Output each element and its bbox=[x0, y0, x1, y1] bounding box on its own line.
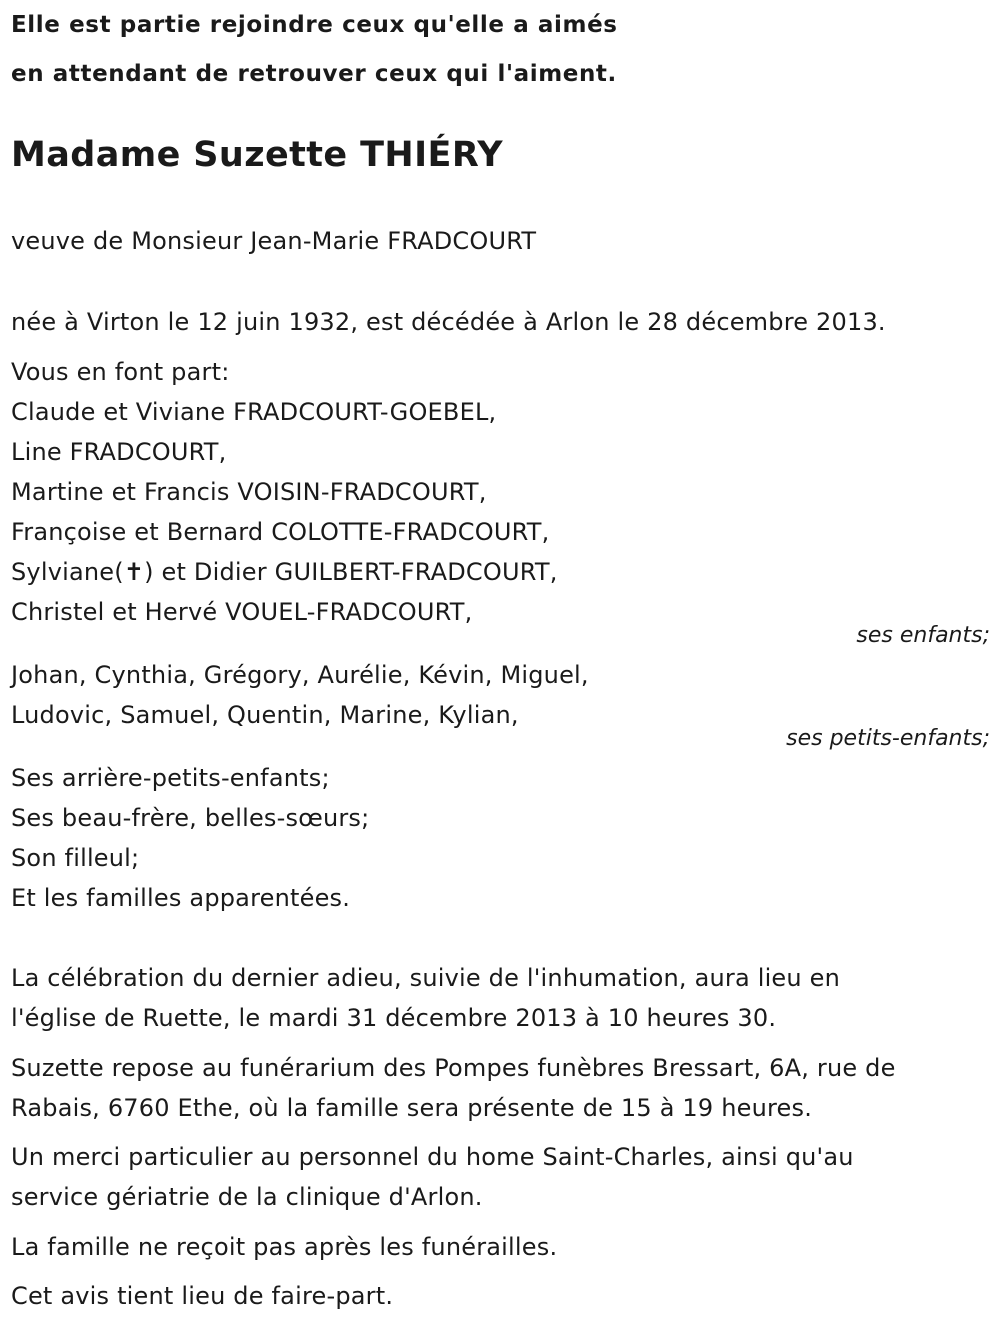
child-line: Françoise et Bernard COLOTTE-FRADCOURT, bbox=[11, 518, 550, 546]
child-line: Christel et Hervé VOUEL-FRADCOURT, bbox=[11, 598, 473, 626]
children-label: ses enfants; bbox=[856, 623, 990, 648]
grandchildren-label: ses petits-enfants; bbox=[786, 726, 990, 751]
grandchildren-line: Johan, Cynthia, Grégory, Aurélie, Kévin, Miguel, bbox=[11, 661, 589, 689]
child-line: Sylviane(✝) et Didier GUILBERT-FRADCOURT, bbox=[11, 558, 558, 586]
notice-line: Cet avis tient lieu de faire-part. bbox=[11, 1282, 394, 1310]
other-relatives-line: Ses beau-frère, belles-sœurs; bbox=[11, 804, 370, 832]
birth-death-line: née à Virton le 12 juin 1932, est décédée à Arlon le 28 décembre 2013. bbox=[11, 308, 886, 336]
no-reception-line: La famille ne reçoit pas après les funérailles. bbox=[11, 1233, 558, 1261]
child-line: Claude et Viviane FRADCOURT-GOEBEL, bbox=[11, 398, 497, 426]
child-line: Line FRADCOURT, bbox=[11, 438, 227, 466]
thanks-line: service gériatrie de la clinique d'Arlon. bbox=[11, 1183, 483, 1211]
thanks-line: Un merci particulier au personnel du home Saint-Charles, ainsi qu'au bbox=[11, 1143, 854, 1171]
announcers-intro: Vous en font part: bbox=[11, 358, 230, 386]
child-line: Martine et Francis VOISIN-FRADCOURT, bbox=[11, 478, 487, 506]
other-relatives-line: Son filleul; bbox=[11, 844, 140, 872]
other-relatives-line: Ses arrière-petits-enfants; bbox=[11, 764, 330, 792]
quote-line-2: en attendant de retrouver ceux qui l'aiment. bbox=[11, 61, 617, 87]
grandchildren-line: Ludovic, Samuel, Quentin, Marine, Kylian, bbox=[11, 701, 519, 729]
deceased-name: Madame Suzette THIÉRY bbox=[11, 135, 504, 175]
other-relatives-line: Et les familles apparentées. bbox=[11, 884, 351, 912]
ceremony-line: l'église de Ruette, le mardi 31 décembre 2013 à 10 heures 30. bbox=[11, 1004, 777, 1032]
funeral-home-line: Suzette repose au funérarium des Pompes funèbres Bressart, 6A, rue de bbox=[11, 1054, 896, 1082]
ceremony-line: La célébration du dernier adieu, suivie de l'inhumation, aura lieu en bbox=[11, 964, 841, 992]
quote-line-1: Elle est partie rejoindre ceux qu'elle a aimés bbox=[11, 12, 618, 38]
spouse-line: veuve de Monsieur Jean-Marie FRADCOURT bbox=[11, 227, 537, 255]
funeral-home-line: Rabais, 6760 Ethe, où la famille sera présente de 15 à 19 heures. bbox=[11, 1094, 813, 1122]
